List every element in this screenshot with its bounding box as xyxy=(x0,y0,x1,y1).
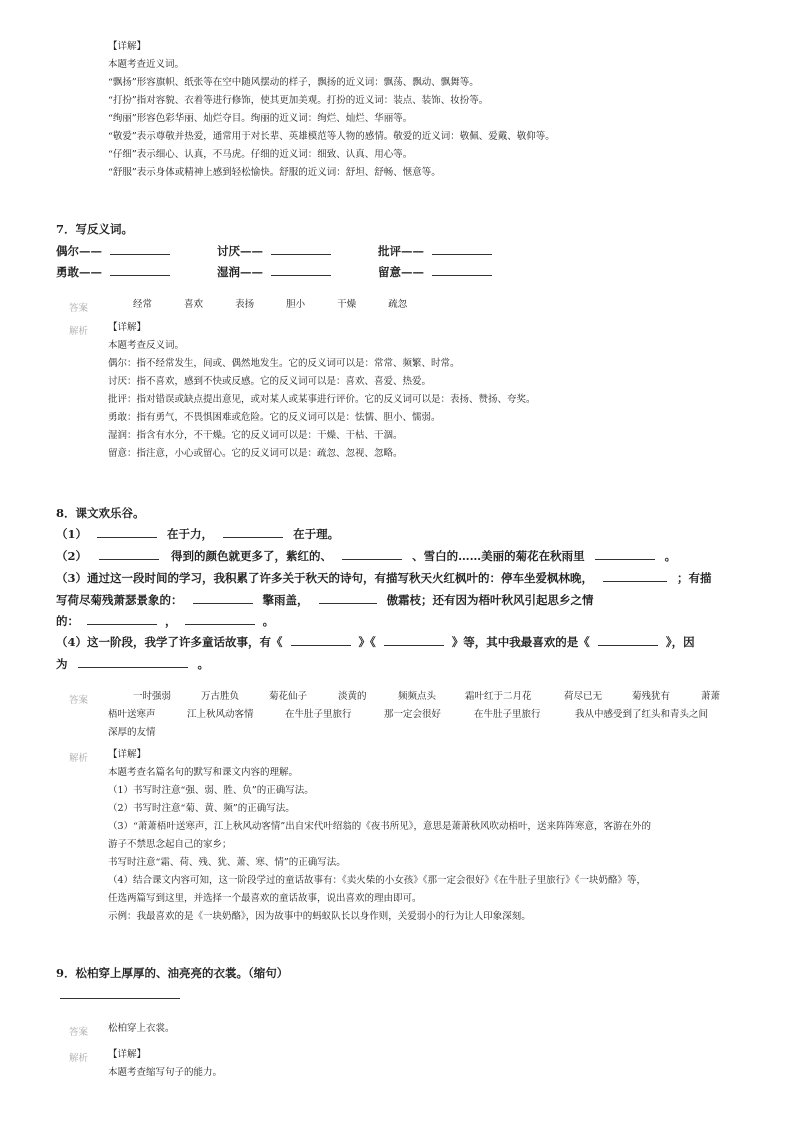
q8-line-2 xyxy=(56,546,676,567)
q7-word-group xyxy=(217,262,331,283)
q7-word: 偶尔—— xyxy=(56,244,102,258)
question-8-title: 8．课文欢乐谷。 xyxy=(56,506,145,520)
answer-item: 淡黄的 xyxy=(338,691,367,702)
answer-blank[interactable] xyxy=(432,242,492,255)
answer-item: 万古胜负 xyxy=(201,691,240,702)
analysis-line: “飘扬”形容旗帜、纸张等在空中随风摆动的样子，飘扬的近义词：飘荡、飘动、飘舞等。 xyxy=(108,77,479,88)
analysis-label: 解析 xyxy=(69,1053,89,1064)
detail-tag: 【详解】 xyxy=(108,749,147,760)
question-7-title: 7．写反义词。 xyxy=(56,222,134,236)
answer-item: 菊花仙子 xyxy=(269,691,308,702)
answer-item: 喜欢 xyxy=(184,299,204,310)
q7-word: 批评—— xyxy=(378,244,424,258)
q7-analysis xyxy=(108,319,536,463)
analysis-line: （2）书写时注意“菊、黄、频”的正确写法。 xyxy=(108,803,295,814)
q8-text: 得到的颜色就更多了，紫红的、 xyxy=(171,549,333,563)
answer-blank[interactable] xyxy=(110,242,170,255)
answer-item: 萧萧 xyxy=(701,691,721,702)
q7-word-group xyxy=(378,262,492,283)
answer-blank[interactable] xyxy=(87,612,157,625)
answer-blank[interactable] xyxy=(271,242,331,255)
q8-text: ；有描 xyxy=(677,571,712,585)
answer-item: 深厚的友情 xyxy=(108,727,156,738)
q7-word: 留意—— xyxy=(378,265,424,279)
answer-item: 经常 xyxy=(133,299,153,310)
analysis-line: 本题考查反义词。 xyxy=(108,340,185,351)
q8-analysis xyxy=(108,746,651,926)
q7-word-group xyxy=(217,241,331,262)
answer-blank[interactable] xyxy=(291,633,351,646)
q8-text: （3）通过这一段时间的学习，我积累了许多关于秋天的诗句，有描写秋天火红枫叶的：停车坐爱枫林晚， xyxy=(56,571,593,585)
q8-text: 在于力， xyxy=(167,527,214,541)
analysis-line: “仔细”表示细心、认真，不马虎。仔细的近义词：细致、认真、用心等。 xyxy=(108,149,413,160)
answer-item: 霜叶红于二月花 xyxy=(465,691,532,702)
analysis-line: 湿润：指含有水分，不干燥。它的反义词可以是：干燥、干枯、干涸。 xyxy=(108,430,403,441)
answer-blank[interactable] xyxy=(110,263,170,276)
answer-blank[interactable] xyxy=(223,525,283,538)
answer-item: 频频点头 xyxy=(398,691,437,702)
q8-text: 》等，其中我最喜欢的是《 xyxy=(451,635,590,649)
q8-line-4 xyxy=(56,590,594,611)
answer-blank[interactable] xyxy=(432,263,492,276)
q8-line-1 xyxy=(56,524,339,545)
answer-blank[interactable] xyxy=(60,998,180,999)
analysis-line: （4）结合课文内容可知，这一阶段学过的童话故事有：《卖火柴的小女孩》《那一定会很好》《在牛肚子里旅行》《一块奶酪》等， xyxy=(108,875,647,886)
answer-item: 菊残犹有 xyxy=(632,691,671,702)
q8-text: （1） xyxy=(56,527,88,541)
answer-blank[interactable] xyxy=(78,655,188,668)
q7-word: 讨厌—— xyxy=(217,244,263,258)
q8-text: （2） xyxy=(56,549,88,563)
analysis-line: 书写时注意“霜、荷、残、犹、萧、寒、情”的正确写法。 xyxy=(108,857,346,868)
q8-text: 的： xyxy=(56,614,79,628)
analysis-line: 留意：指注意，小心或留心。它的反义词可以是：疏忽、忽视、忽略。 xyxy=(108,448,403,459)
answer-item: 松柏穿上衣裳。 xyxy=(108,1023,175,1034)
answer-item: 那一定会很好 xyxy=(384,709,442,720)
analysis-line: （3）“萧萧梧叶送寒声，江上秋风动客情”出自宋代叶绍翁的《夜书所见》，意思是萧萧秋风吹动梧叶，送来阵阵寒意，客游在外的 xyxy=(108,821,652,832)
answer-label: 答案 xyxy=(69,695,89,706)
q8-text: 、雪白的……美丽的菊花在秋雨里 xyxy=(412,549,585,563)
prev-analysis xyxy=(108,38,555,182)
analysis-line: “敬爱”表示尊敬并热爱，通常用于对长辈、英雄模范等人物的感情。敬爱的近义词：敬佩、爱戴、敬仰等。 xyxy=(108,131,555,142)
analysis-line: 本题考查近义词。 xyxy=(108,59,185,70)
answer-item: 在牛肚子里旅行 xyxy=(285,709,352,720)
answer-item: 荷尽已无 xyxy=(564,691,603,702)
q8-text: 在于理。 xyxy=(293,527,340,541)
answer-label: 答案 xyxy=(69,303,89,314)
answer-item: 疏忽 xyxy=(388,299,408,310)
answer-item: 在牛肚子里旅行 xyxy=(474,709,541,720)
analysis-line: 游子不禁思念起自己的家乡； xyxy=(108,839,232,850)
q9-analysis xyxy=(108,1046,222,1082)
analysis-line: 勇敢：指有勇气，不畏惧困难或危险。它的反义词可以是：怯懦、胆小、懦弱。 xyxy=(108,412,441,423)
answer-blank[interactable] xyxy=(319,591,377,604)
analysis-line: “绚丽”形容色彩华丽、灿烂夺目。绚丽的近义词：绚烂、灿烂、华丽等。 xyxy=(108,113,413,124)
q8-text: 写荷尽菊残萧瑟景象的： xyxy=(56,593,183,607)
answer-blank[interactable] xyxy=(603,569,667,582)
q8-line-7 xyxy=(56,654,209,675)
q7-word-row-1 xyxy=(56,241,170,262)
analysis-line: 本题考查名篇名句的默写和课文内容的理解。 xyxy=(108,767,299,778)
answer-blank[interactable] xyxy=(97,525,157,538)
q8-line-5 xyxy=(56,611,274,632)
analysis-line: 示例：我最喜欢的是《一块奶酪》，因为故事中的蚂蚁队长以身作则，关爱弱小的行为让人印象深刻。 xyxy=(108,911,531,922)
q8-text: ， xyxy=(165,614,177,628)
analysis-line: “舒服”表示身体或精神上感到轻松愉快。舒服的近义词：舒坦、舒畅、惬意等。 xyxy=(108,167,441,178)
answer-item: 干燥 xyxy=(337,299,357,310)
answer-item: 表扬 xyxy=(235,299,255,310)
q8-line-3 xyxy=(56,568,712,589)
q7-word-group xyxy=(56,262,170,283)
answer-blank[interactable] xyxy=(342,547,402,560)
q8-text: 》，因 xyxy=(665,635,695,649)
q7-word-group xyxy=(378,241,492,262)
answer-blank[interactable] xyxy=(99,547,159,560)
q8-text: 。 xyxy=(197,657,210,671)
q8-text: 。 xyxy=(664,549,677,563)
analysis-line: 偶尔：指不经常发生，间或、偶然地发生。它的反义词可以是：常常、频繁、时常。 xyxy=(108,358,460,369)
analysis-line: 讨厌：指不喜欢，感到不快或反感。它的反义词可以是：喜欢、喜爱、热爱。 xyxy=(108,376,432,387)
q7-answers xyxy=(133,296,436,314)
q8-text: （4）这一阶段，我学了许多童话故事，有《 xyxy=(56,635,283,649)
answer-blank[interactable] xyxy=(384,633,444,646)
q8-line-6 xyxy=(56,632,695,653)
analysis-line: 批评：指对错误或缺点提出意见，或对某人或某事进行评价。它的反义词可以是：表扬、赞扬、夸奖。 xyxy=(108,394,536,405)
analysis-label: 解析 xyxy=(69,326,89,337)
detail-tag: 【详解】 xyxy=(108,41,147,52)
answer-blank[interactable] xyxy=(271,263,331,276)
q7-word: 湿润—— xyxy=(217,265,263,279)
analysis-line: 本题考查缩写句子的能力。 xyxy=(108,1067,223,1078)
analysis-line: “打扮”指对容貌、衣着等进行修饰，使其更加美观。打扮的近义词：装点、装饰、妆扮等。 xyxy=(108,95,489,106)
answer-item: 我从中感受到了红头和青头之间 xyxy=(575,709,709,720)
analysis-line: （1）书写时注意“强、弱、胜、负”的正确写法。 xyxy=(108,785,314,796)
q8-text: 》《 xyxy=(358,635,376,649)
answer-item: 梧叶送寒声 xyxy=(108,709,156,720)
question-9-title: 9．松柏穿上厚厚的、油亮亮的衣裳。（缩句） xyxy=(56,966,289,980)
q8-text: 为 xyxy=(56,657,68,671)
answer-blank[interactable] xyxy=(595,547,655,560)
answer-blank[interactable] xyxy=(185,612,255,625)
answer-label: 答案 xyxy=(69,1027,89,1038)
q8-text: 擎雨盖， xyxy=(262,593,309,607)
q7-word: 勇敢—— xyxy=(56,265,102,279)
answer-item: 江上秋风动客情 xyxy=(187,709,254,720)
answer-item: 胆小 xyxy=(286,299,306,310)
q8-text: 。 xyxy=(262,614,275,628)
q8-text: 傲霜枝；还有因为梧叶秋风引起思乡之情 xyxy=(386,593,594,607)
analysis-label: 解析 xyxy=(69,753,89,764)
answer-blank[interactable] xyxy=(598,633,658,646)
answer-blank[interactable] xyxy=(193,591,253,604)
detail-tag: 【详解】 xyxy=(108,322,147,333)
answer-item: 一时强弱 xyxy=(133,691,172,702)
detail-tag: 【详解】 xyxy=(108,1049,147,1060)
analysis-line: 任选两篇写到这里，并选择一个最喜欢的童话故事，说出喜欢的理由即可。 xyxy=(108,893,422,904)
